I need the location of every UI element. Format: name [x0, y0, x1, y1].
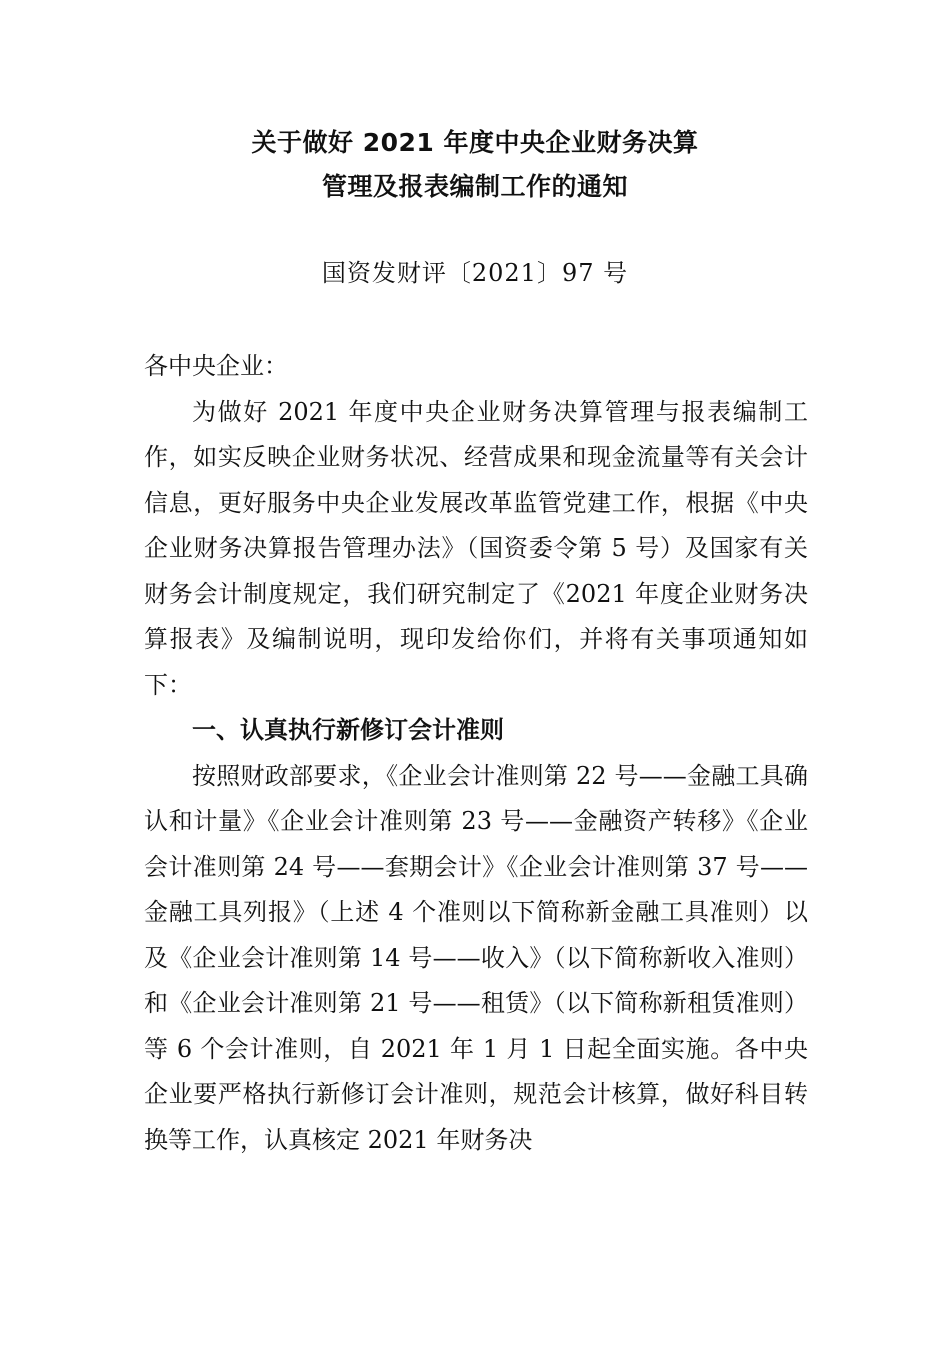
document-title-line-2: 管理及报表编制工作的通知 — [321, 172, 628, 201]
document-body — [144, 344, 808, 1163]
section-1-heading: 一、认真执行新修订会计准则 — [192, 716, 504, 744]
document-title-line-1: 关于做好 2021 年度中央企业财务决算 — [251, 128, 699, 157]
intro-paragraph: 为做好 2021 年度中央企业财务决算管理与报表编制工作，如实反映企业财务状况、经营成果和现金流量等有关会计信息，更好服务中央企业发展改革监管党建工作，根据《中央企业财务决算报告管理办法》（国资委令第 5 号）及国家有关财务会计制度规定，我们研究制定了《2021 年度企业财务决算报表》及编制说明，现印发给你们，并将有关事项通知如下： — [144, 397, 808, 699]
section-1-paragraph: 按照财政部要求，《企业会计准则第 22 号——金融工具确认和计量》《企业会计准则第 23 号——金融资产转移》《企业会计准则第 24 号——套期会计》《企业会计准则第 37 号——金融工具列报》（上述 4 个准则以下简称新金融工具准则）以及《企业会计准则第 14 号——收入》（以下简称新收入准则）和《企业会计准则第 21 号——租赁》（以下简称新租赁准则）等 6 个会计准则，自 2021 年 1 月 1 日起全面实施。各中央企业要严格执行新修订会计准则，规范会计核算，做好科目转换等工作，认真核定 2021 年财务决 — [144, 761, 808, 1154]
salutation: 各中央企业： — [144, 352, 288, 380]
document-number: 国资发财评〔2021〕97 号 — [321, 259, 629, 287]
